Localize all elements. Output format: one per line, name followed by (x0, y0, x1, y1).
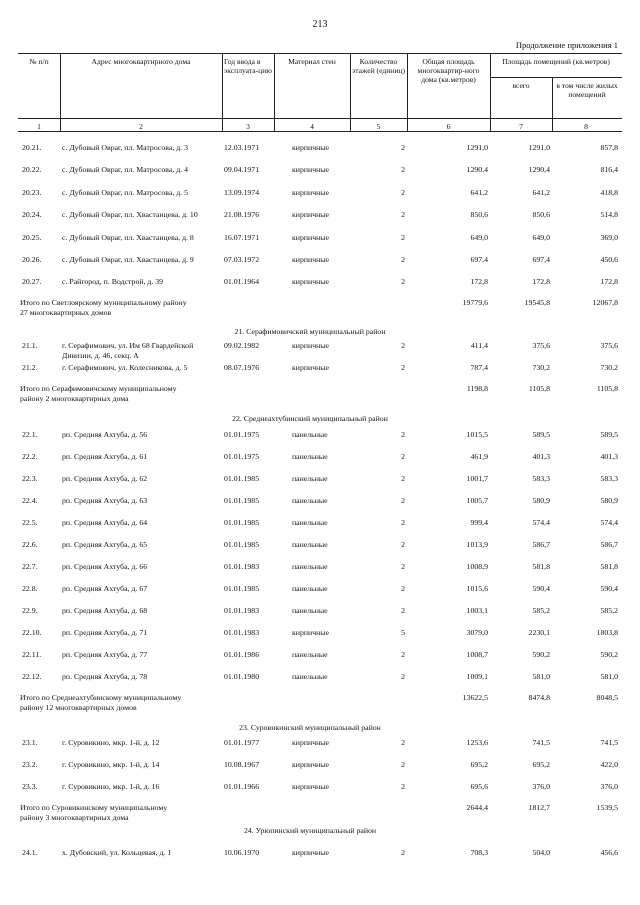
row-floors: 2 (401, 540, 405, 549)
row-year: 10.06.1970 (224, 848, 260, 857)
subtotal-label: Итого по Суровикинскому муниципальному (20, 803, 168, 812)
subtotal-label: Итого по Серафимовичскому муниципальному (20, 384, 177, 393)
row-area-all: 504,0 (532, 848, 550, 857)
row-year: 01.01.1966 (224, 782, 260, 791)
row-address: г. Суровикино, мкр. 1-й, д. 12 (62, 738, 160, 747)
row-number: 20.27. (22, 277, 42, 286)
row-total-area: 1008,7 (466, 650, 488, 659)
row-material: панельные (292, 430, 328, 439)
row-address: с. Райгород, п. Водстрой, д. 39 (62, 277, 164, 286)
row-number: 22.1. (22, 430, 38, 439)
subtotal-label: району 12 многоквартирных домов (20, 703, 137, 712)
row-area-all: 590,4 (532, 584, 550, 593)
row-area-living: 586,7 (600, 540, 618, 549)
row-floors: 2 (401, 341, 405, 350)
row-number: 20.22. (22, 165, 42, 174)
row-area-living: 514,8 (600, 210, 618, 219)
row-year: 07.03.1972 (224, 255, 260, 264)
row-area-living: 574,4 (600, 518, 618, 527)
row-material: кирпичные (292, 188, 329, 197)
row-area-all: 580,9 (532, 496, 550, 505)
row-material: панельные (292, 584, 328, 593)
column-number: 3 (246, 122, 250, 131)
row-floors: 2 (401, 363, 405, 372)
row-year: 01.01.1977 (224, 738, 260, 747)
row-address: г. Суровикино, мкр. 1-й, д. 14 (62, 760, 160, 769)
row-address: г. Серафимович, ул. Колесникова, д. 5 (62, 363, 188, 372)
row-number: 22.6. (22, 540, 38, 549)
row-area-living: 741,5 (600, 738, 618, 747)
row-year: 01.01.1983 (224, 628, 260, 637)
row-total-area: 1013,9 (466, 540, 488, 549)
row-floors: 2 (401, 277, 405, 286)
row-floors: 2 (401, 606, 405, 615)
row-floors: 2 (401, 848, 405, 857)
section-heading: 22. Среднеахтубинский муниципальный район (232, 414, 388, 423)
column-number: 6 (446, 122, 451, 131)
row-address: рп. Средняя Ахтуба, д. 77 (62, 650, 148, 659)
row-number: 22.9. (22, 606, 38, 615)
row-area-living: 590,4 (600, 584, 618, 593)
row-area-living: 816,4 (600, 165, 618, 174)
row-year: 01.01.1983 (224, 562, 260, 571)
row-area-living: 376,0 (600, 782, 618, 791)
row-address: с. Дубовый Овраг, пл. Матросова, д. 5 (62, 188, 188, 197)
row-address: рп. Средняя Ахтуба, д. 71 (62, 628, 148, 637)
section-heading: 23. Суровикинский муниципальный район (239, 723, 381, 732)
row-address: рп. Средняя Ахтуба, д. 63 (62, 496, 148, 505)
row-address: рп. Средняя Ахтуба, д. 56 (62, 430, 148, 439)
row-number: 20.23. (22, 188, 42, 197)
row-address: х. Дубовский, ул. Кольцевая, д. 1 (62, 848, 172, 857)
row-material: кирпичные (292, 848, 329, 857)
header-living: в том числе жилых помещений (556, 81, 618, 99)
row-address: рп. Средняя Ахтуба, д. 66 (62, 562, 148, 571)
row-area-living: 589,5 (600, 430, 618, 439)
section-heading: 21. Серафимовичский муниципальный район (234, 327, 386, 336)
row-total-area: 1005,7 (466, 496, 488, 505)
row-floors: 2 (401, 562, 405, 571)
subtotal-area-living: 8048,5 (596, 693, 618, 702)
subtotal-area-living: 12067,8 (592, 298, 618, 307)
row-floors: 2 (401, 188, 405, 197)
row-total-area: 172,8 (470, 277, 488, 286)
row-address: рп. Средняя Ахтуба, д. 62 (62, 474, 148, 483)
row-area-living: 581,8 (600, 562, 618, 571)
row-total-area: 1008,9 (466, 562, 488, 571)
row-area-living: 581,0 (600, 672, 618, 681)
row-area-all: 583,3 (532, 474, 550, 483)
row-floors: 2 (401, 474, 405, 483)
row-material: кирпичные (292, 255, 329, 264)
subtotal-total-area: 1198,8 (466, 384, 488, 393)
row-total-area: 708,3 (470, 848, 488, 857)
row-floors: 5 (401, 628, 405, 637)
row-year: 01.01.1985 (224, 518, 260, 527)
row-year: 09.02.1982 (224, 341, 260, 350)
subtotal-area-all: 1105,8 (528, 384, 550, 393)
row-material: кирпичные (292, 210, 329, 219)
subtotal-label: Итого по Среднеахтубинскому муниципальному (20, 693, 182, 702)
row-address: с. Дубовый Овраг, пл. Хвастанцева, д. 10 (62, 210, 198, 219)
row-total-area: 461,9 (470, 452, 488, 461)
row-total-area: 697,4 (470, 255, 488, 264)
row-number: 23.2. (22, 760, 38, 769)
row-total-area: 3079,0 (466, 628, 488, 637)
row-area-living: 369,0 (600, 233, 618, 242)
column-number: 7 (519, 122, 523, 131)
row-floors: 2 (401, 496, 405, 505)
row-area-all: 1291,0 (528, 143, 550, 152)
row-address: с. Дубовый Овраг, пл. Матросова, д. 4 (62, 165, 188, 174)
row-number: 21.1. (22, 341, 38, 350)
row-number: 23.3. (22, 782, 38, 791)
row-address: рп. Средняя Ахтуба, д. 68 (62, 606, 148, 615)
row-year: 21.08.1976 (224, 210, 260, 219)
row-material: панельные (292, 474, 328, 483)
subtotal-area-living: 1105,8 (596, 384, 618, 393)
row-year: 08.07.1976 (224, 363, 260, 372)
row-address: рп. Средняя Ахтуба, д. 78 (62, 672, 148, 681)
row-area-all: 649,0 (532, 233, 550, 242)
header-num: № п/п (29, 57, 49, 66)
row-year: 12.03.1971 (224, 143, 260, 152)
row-year: 01.01.1985 (224, 496, 260, 505)
row-area-living: 857,8 (600, 143, 618, 152)
row-area-all: 172,8 (532, 277, 550, 286)
row-total-area: 1290,4 (466, 165, 488, 174)
row-year: 10.08.1967 (224, 760, 260, 769)
column-number: 2 (139, 122, 143, 131)
row-area-living: 456,6 (600, 848, 618, 857)
row-area-all: 581,0 (532, 672, 550, 681)
subtotal-area-all: 19545,8 (524, 298, 550, 307)
row-floors: 2 (401, 165, 405, 174)
row-total-area: 1001,7 (466, 474, 488, 483)
row-material: кирпичные (292, 341, 329, 350)
header-premises: Площадь помещений (кв.метров) (502, 57, 610, 66)
row-material: панельные (292, 650, 328, 659)
row-floors: 2 (401, 452, 405, 461)
row-area-living: 375,6 (600, 341, 618, 350)
row-area-all: 401,3 (532, 452, 550, 461)
row-year: 09.04.1971 (224, 165, 260, 174)
row-number: 23.1. (22, 738, 38, 747)
page-number: 213 (312, 19, 328, 30)
row-floors: 2 (401, 584, 405, 593)
row-number: 20.21. (22, 143, 42, 152)
row-address: г. Суровикино, мкр. 1-й, д. 16 (62, 782, 160, 791)
subtotal-total-area: 2644,4 (466, 803, 488, 812)
row-area-living: 401,3 (600, 452, 618, 461)
row-year: 01.01.1964 (224, 277, 260, 286)
row-area-all: 641,2 (532, 188, 550, 197)
row-material: панельные (292, 562, 328, 571)
row-total-area: 1253,6 (466, 738, 488, 747)
row-area-all: 589,5 (532, 430, 550, 439)
row-address: рп. Средняя Ахтуба, д. 65 (62, 540, 148, 549)
row-area-all: 730,2 (532, 363, 550, 372)
row-floors: 2 (401, 255, 405, 264)
row-total-area: 695,2 (470, 760, 488, 769)
row-year: 01.01.1980 (224, 672, 260, 681)
subtotal-total-area: 13622,5 (462, 693, 488, 702)
row-number: 22.3. (22, 474, 38, 483)
row-area-all: 574,4 (532, 518, 550, 527)
row-total-area: 641,2 (470, 188, 488, 197)
row-year: 01.01.1983 (224, 606, 260, 615)
row-area-living: 172,8 (600, 277, 618, 286)
subtotal-label: Итого по Светлоярскому муниципальному району (20, 298, 187, 307)
row-number: 22.8. (22, 584, 38, 593)
row-total-area: 411,4 (470, 341, 488, 350)
row-area-all: 2230,1 (528, 628, 550, 637)
row-floors: 2 (401, 650, 405, 659)
subtotal-label: району 3 многоквартирных дома (20, 813, 129, 822)
subtotal-area-all: 8474,8 (528, 693, 550, 702)
row-area-all: 376,0 (532, 782, 550, 791)
column-number: 1 (37, 122, 41, 131)
header-address: Адрес многоквартирного дома (91, 57, 191, 66)
row-area-all: 590,2 (532, 650, 550, 659)
row-total-area: 1015,5 (466, 430, 488, 439)
row-address: с. Дубовый Овраг, пл. Матросова, д. 3 (62, 143, 188, 152)
row-area-living: 450,6 (600, 255, 618, 264)
row-number: 22.12. (22, 672, 42, 681)
row-material: кирпичные (292, 233, 329, 242)
row-number: 20.24. (22, 210, 42, 219)
row-number: 20.25. (22, 233, 42, 242)
row-total-area: 850,6 (470, 210, 488, 219)
row-area-all: 850,6 (532, 210, 550, 219)
row-address: с. Дубовый Овраг, пл. Хвастанцева, д. 8 (62, 233, 194, 242)
row-year: 01.01.1986 (224, 650, 260, 659)
row-material: кирпичные (292, 628, 329, 637)
row-floors: 2 (401, 233, 405, 242)
row-area-living: 730,2 (600, 363, 618, 372)
row-number: 22.10. (22, 628, 42, 637)
row-material: кирпичные (292, 760, 329, 769)
row-number: 22.7. (22, 562, 38, 571)
row-material: панельные (292, 672, 328, 681)
row-address: с. Дубовый Овраг, пл. Хвастанцева, д. 9 (62, 255, 194, 264)
row-floors: 2 (401, 738, 405, 747)
row-total-area: 1003,1 (466, 606, 488, 615)
row-total-area: 1291,0 (466, 143, 488, 152)
row-area-all: 1290,4 (528, 165, 550, 174)
row-year: 01.01.1985 (224, 584, 260, 593)
subtotal-area-all: 1812,7 (528, 803, 550, 812)
row-total-area: 649,0 (470, 233, 488, 242)
row-number: 22.5. (22, 518, 38, 527)
row-floors: 2 (401, 143, 405, 152)
column-number: 8 (584, 122, 588, 131)
header-floors: Количество этажей (единиц) (352, 57, 405, 75)
row-area-all: 585,2 (532, 606, 550, 615)
row-material: панельные (292, 540, 328, 549)
row-area-living: 580,9 (600, 496, 618, 505)
row-material: кирпичные (292, 738, 329, 747)
row-area-all: 741,5 (532, 738, 550, 747)
row-material: кирпичные (292, 782, 329, 791)
row-area-all: 697,4 (532, 255, 550, 264)
row-floors: 2 (401, 518, 405, 527)
row-area-all: 586,7 (532, 540, 550, 549)
column-number: 4 (310, 122, 314, 131)
row-area-living: 1803,8 (596, 628, 618, 637)
row-year: 01.01.1985 (224, 474, 260, 483)
row-total-area: 695,6 (470, 782, 488, 791)
subtotal-area-living: 1539,5 (596, 803, 618, 812)
row-total-area: 1009,1 (466, 672, 488, 681)
row-floors: 2 (401, 760, 405, 769)
row-year: 13.09.1974 (224, 188, 260, 197)
row-area-all: 581,8 (532, 562, 550, 571)
row-number: 22.4. (22, 496, 38, 505)
row-material: кирпичные (292, 277, 329, 286)
row-floors: 2 (401, 210, 405, 219)
row-address: г. Серафимович, ул. Им 68 Гвардейской (62, 341, 194, 350)
row-address: рп. Средняя Ахтуба, д. 67 (62, 584, 148, 593)
row-material: панельные (292, 606, 328, 615)
row-total-area: 999,4 (470, 518, 488, 527)
row-number: 24.1. (22, 848, 38, 857)
row-number: 20.26. (22, 255, 42, 264)
row-material: панельные (292, 496, 328, 505)
subtotal-label: району 2 многоквартирных дома (20, 394, 129, 403)
row-total-area: 787,4 (470, 363, 488, 372)
row-material: кирпичные (292, 363, 329, 372)
row-area-living: 583,3 (600, 474, 618, 483)
row-area-living: 422,0 (600, 760, 618, 769)
row-material: кирпичные (292, 165, 329, 174)
header-all: всего (512, 81, 530, 90)
row-address: рп. Средняя Ахтуба, д. 64 (62, 518, 148, 527)
continuation-note: Продолжение приложения 1 (515, 40, 618, 50)
row-floors: 2 (401, 430, 405, 439)
row-address: рп. Средняя Ахтуба, д. 61 (62, 452, 148, 461)
section-heading: 24. Урюпинский муниципальный район (243, 826, 377, 835)
row-area-living: 585,2 (600, 606, 618, 615)
row-area-all: 375,6 (532, 341, 550, 350)
row-area-living: 590,2 (600, 650, 618, 659)
row-total-area: 1015,6 (466, 584, 488, 593)
header-total-area: Общая площадь многоквартир-ного дома (кв.метров) (417, 57, 480, 84)
row-year: 16.07.1971 (224, 233, 260, 242)
row-address: Дивизии, д. 46, секц. А (62, 351, 139, 360)
row-floors: 2 (401, 782, 405, 791)
header-year: Год ввода в эксплуата-цию (224, 57, 272, 75)
row-material: панельные (292, 452, 328, 461)
header-material: Материал стен (288, 57, 336, 66)
column-number: 5 (376, 122, 381, 131)
subtotal-total-area: 19779,6 (462, 298, 488, 307)
row-year: 01.01.1985 (224, 540, 260, 549)
row-floors: 2 (401, 672, 405, 681)
row-number: 21.2. (22, 363, 38, 372)
row-area-all: 695,2 (532, 760, 550, 769)
row-year: 01.01.1975 (224, 430, 260, 439)
subtotal-label: 27 многоквартирных домов (20, 308, 112, 317)
row-area-living: 418,8 (600, 188, 618, 197)
row-year: 01.01.1975 (224, 452, 260, 461)
row-material: панельные (292, 518, 328, 527)
row-material: кирпичные (292, 143, 329, 152)
row-number: 22.2. (22, 452, 38, 461)
row-number: 22.11. (22, 650, 42, 659)
